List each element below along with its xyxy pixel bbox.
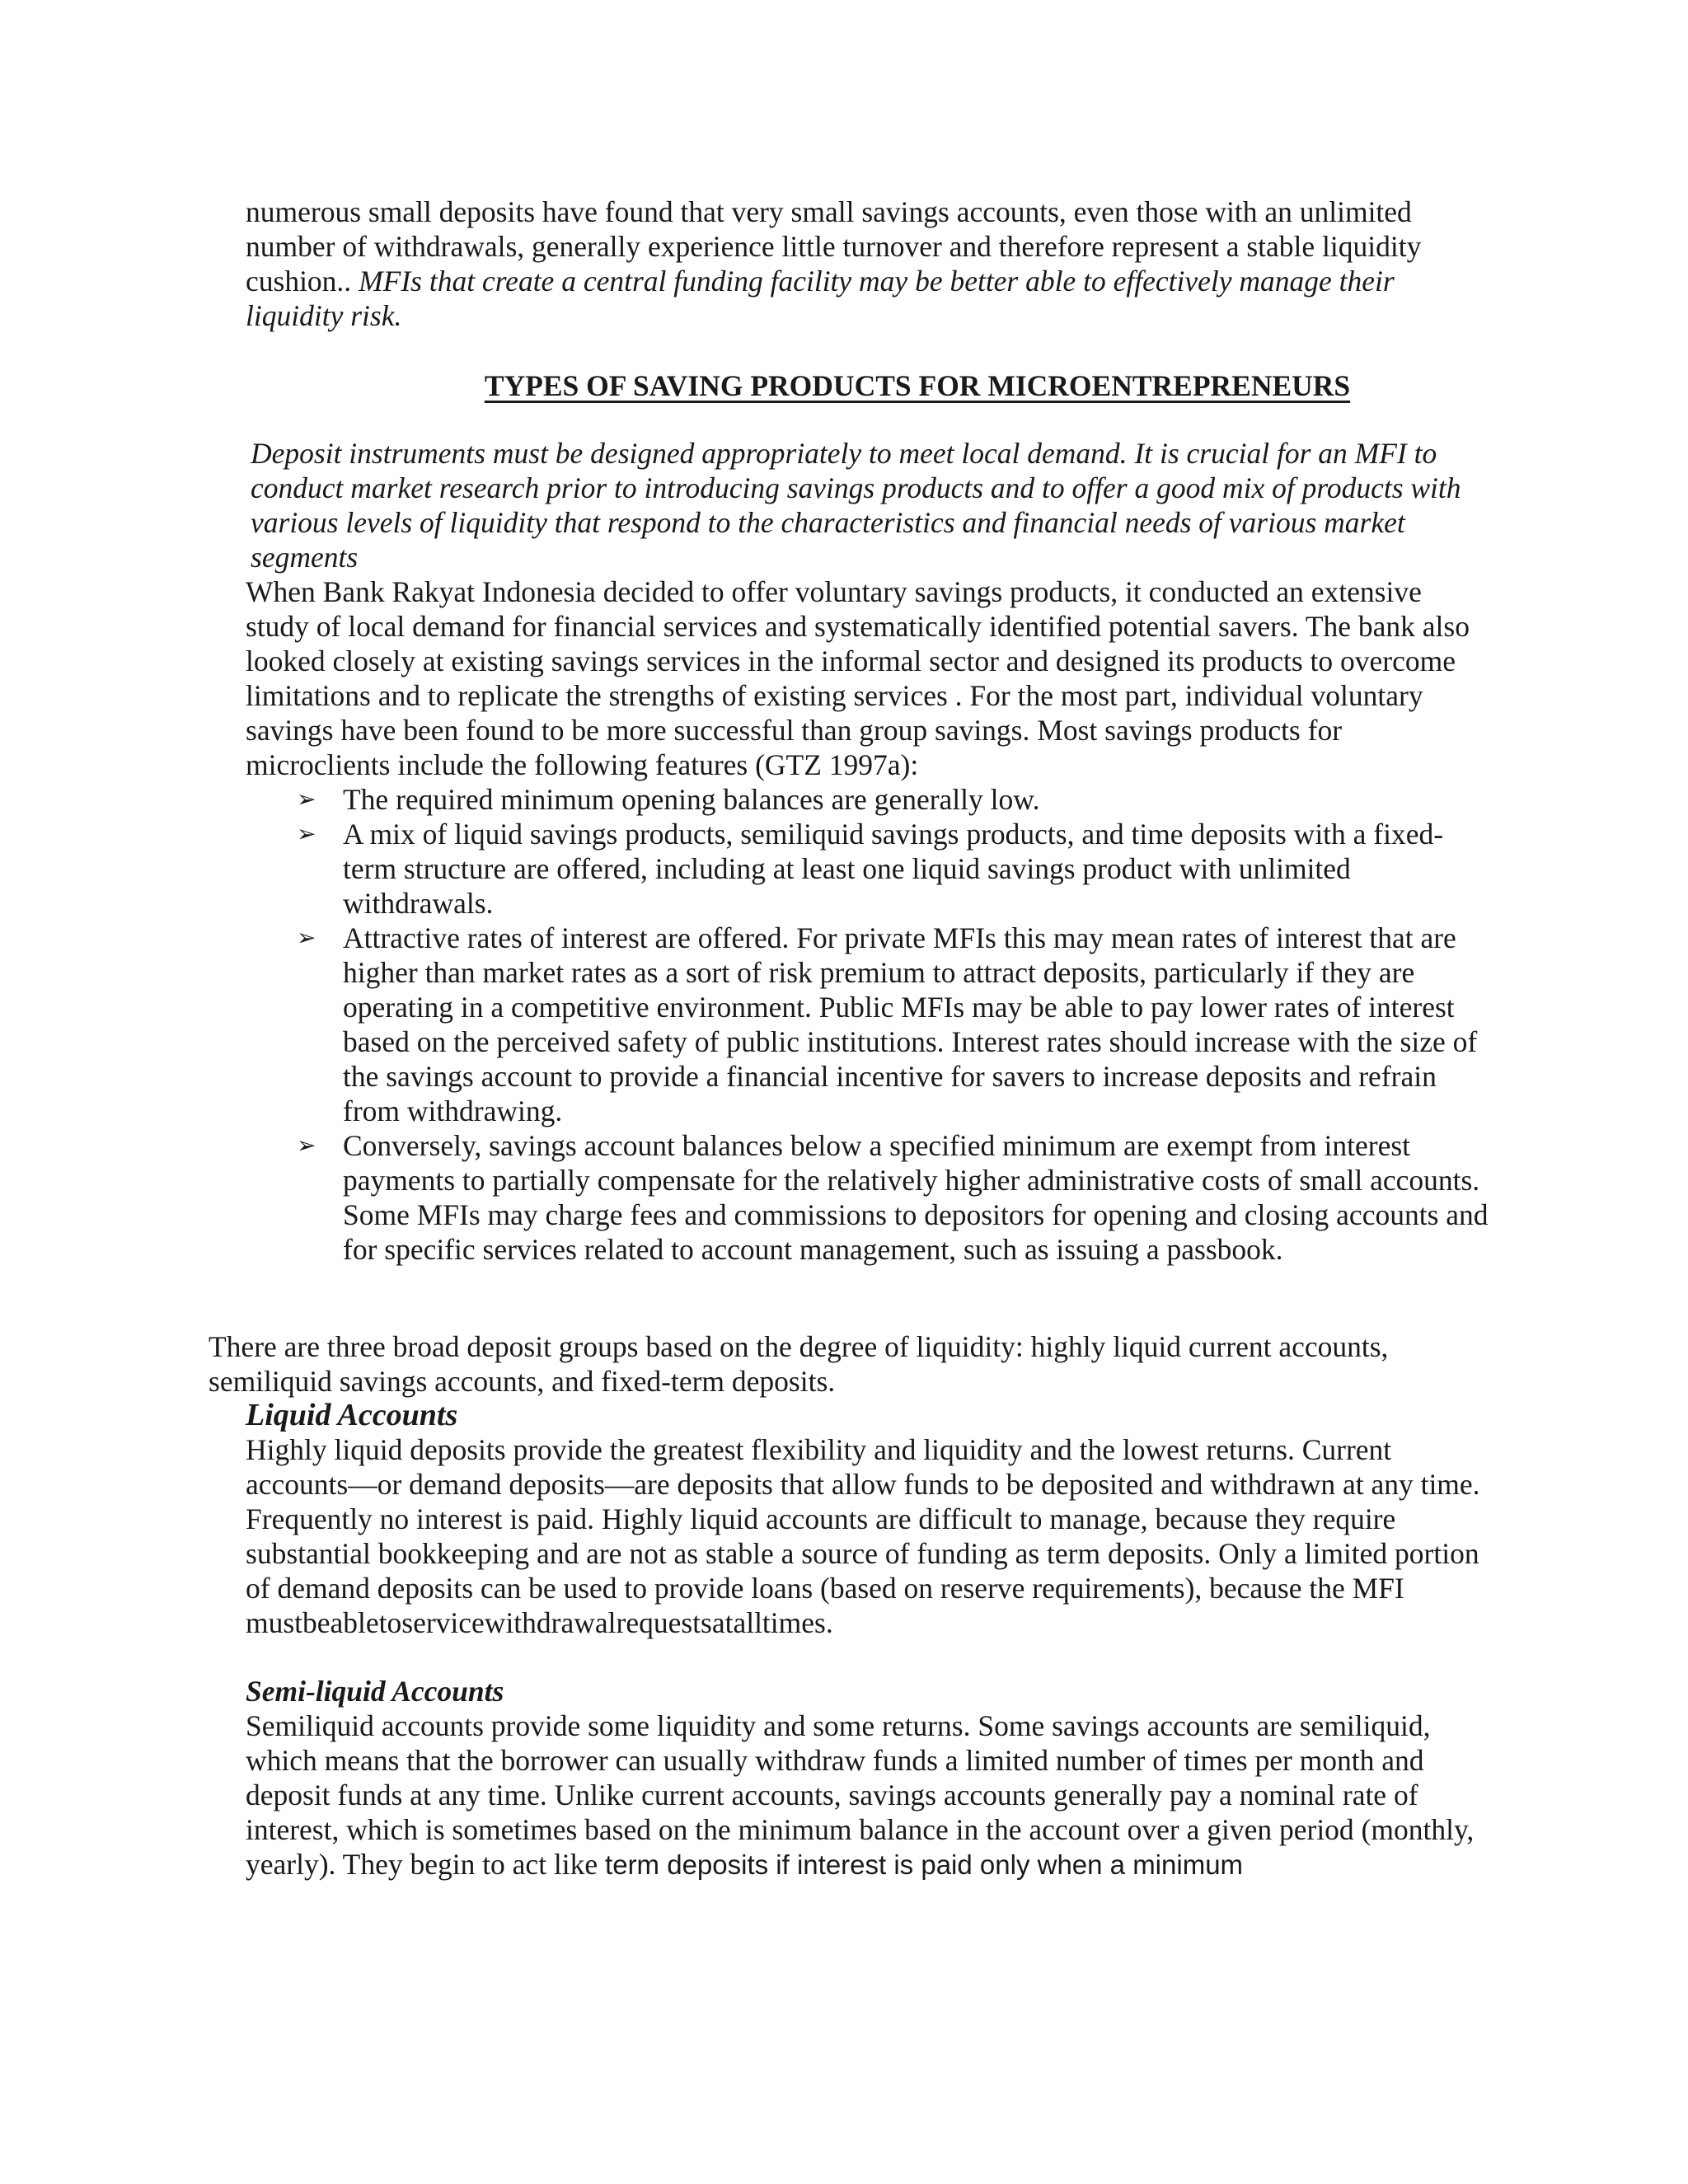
list-item-text: Conversely, savings account balances below a specified minimum are exempt from interest payments to partially compensate for the relatively higher administrative costs of small accounts. Some MFIs may charge fees and commissions to depositors for opening and closing accounts and for specific services related to account management, such as issuing a passbook. xyxy=(343,1129,1489,1266)
semi-liquid-accounts-body-tail: term deposits if interest is paid only when a minimum xyxy=(605,1849,1244,1880)
liquid-accounts-body: Highly liquid deposits provide the greatest flexibility and liquidity and the lowest returns. Current accounts—or demand deposits—are deposits that allow funds to be deposited and withdrawn at any time. Frequently no interest is paid. Highly liquid accounts are difficult to manage, because they require substantial bookkeeping and are not as stable a source of funding as term deposits. Only a limited portion of demand deposits can be used to provide loans (based on reserve requirements), because the MFI mustbeabletoservicewithdrawalrequestsatalltimes. xyxy=(246,1433,1480,1639)
list-item xyxy=(246,1128,1490,1267)
arrow-bullet-icon: ➢ xyxy=(297,785,316,813)
list-item-text: Attractive rates of interest are offered. For private MFIs this may mean rates of interest that are higher than market rates as a sort of risk premium to attract deposits, particularly if they are operating in a competitive environment. Public MFIs may be able to pay lower rates of interest based on the perceived safety of public institutions. Interest rates should increase with the size of the savings account to provide a financial incentive for savers to increase deposits and refrain from withdrawing. xyxy=(343,921,1478,1127)
semi-liquid-accounts-title: Semi-liquid Accounts xyxy=(246,1675,504,1708)
paragraph-liquidity-cushion-italic: MFIs that create a central funding facility may be better able to effectively manage their liquidity risk. xyxy=(246,265,1395,332)
list-item-text: The required minimum opening balances are generally low. xyxy=(343,783,1040,816)
list-item-text: A mix of liquid savings products, semiliquid savings products, and time deposits with a fixed-term structure are offered, including at least one liquid savings product with unlimited withdrawals. xyxy=(343,818,1444,920)
intro-italic-paragraph: Deposit instruments must be designed appropriately to meet local demand. It is crucial for an MFI to conduct market research prior to introducing savings products and to offer a good mix of products with various levels of liquidity that respond to the characteristics and financial needs of various market segments xyxy=(251,437,1461,574)
liquid-accounts-section xyxy=(246,1398,1490,1640)
paragraph-liquidity-cushion xyxy=(246,194,1490,333)
arrow-bullet-icon: ➢ xyxy=(297,1132,316,1159)
semi-liquid-accounts-body: Semiliquid accounts provide some liquidity and some returns. Some savings accounts are semiliquid, which means that the borrower can usually withdraw funds a limited number of times per month and deposit funds at any time. Unlike current accounts, savings accounts generally pay a nominal rate of interest, which is sometimes based on the minimum balance in the account over a given period (monthly, yearly). They begin to act like xyxy=(246,1709,1475,1881)
paragraph-liquidity-cushion-text: numerous small deposits have found that very small savings accounts, even those with an unlimited number of withdrawals, generally experience little turnover and therefore represent a stable liquidity cushion.. xyxy=(246,195,1422,298)
features-list xyxy=(246,782,1490,1267)
list-item xyxy=(246,817,1490,921)
deposit-groups-paragraph xyxy=(209,1329,1461,1399)
section-heading: TYPES OF SAVING PRODUCTS FOR MICROENTREPRENEURS xyxy=(484,369,1351,402)
section-body xyxy=(246,436,1490,1267)
semi-liquid-accounts-section xyxy=(246,1674,1490,1882)
bri-paragraph: When Bank Rakyat Indonesia decided to offer voluntary savings products, it conducted an extensive study of local demand for financial services and systematically identified potential savers. The bank also looked closely at existing savings services in the informal sector and designed its products to overcome limitations and to replicate the strengths of existing services . For the most part, individual voluntary savings have been found to be more successful than group savings. Most savings products for microclients include the following features (GTZ 1997a): xyxy=(246,575,1470,781)
list-item xyxy=(246,921,1490,1128)
liquid-accounts-title: Liquid Accounts xyxy=(246,1398,458,1432)
list-item xyxy=(246,782,1490,817)
deposit-groups-text: There are three broad deposit groups based on the degree of liquidity: highly liquid current accounts, semiliquid savings accounts, and fixed-term deposits. xyxy=(209,1330,1389,1398)
arrow-bullet-icon: ➢ xyxy=(297,924,316,951)
arrow-bullet-icon: ➢ xyxy=(297,820,316,847)
